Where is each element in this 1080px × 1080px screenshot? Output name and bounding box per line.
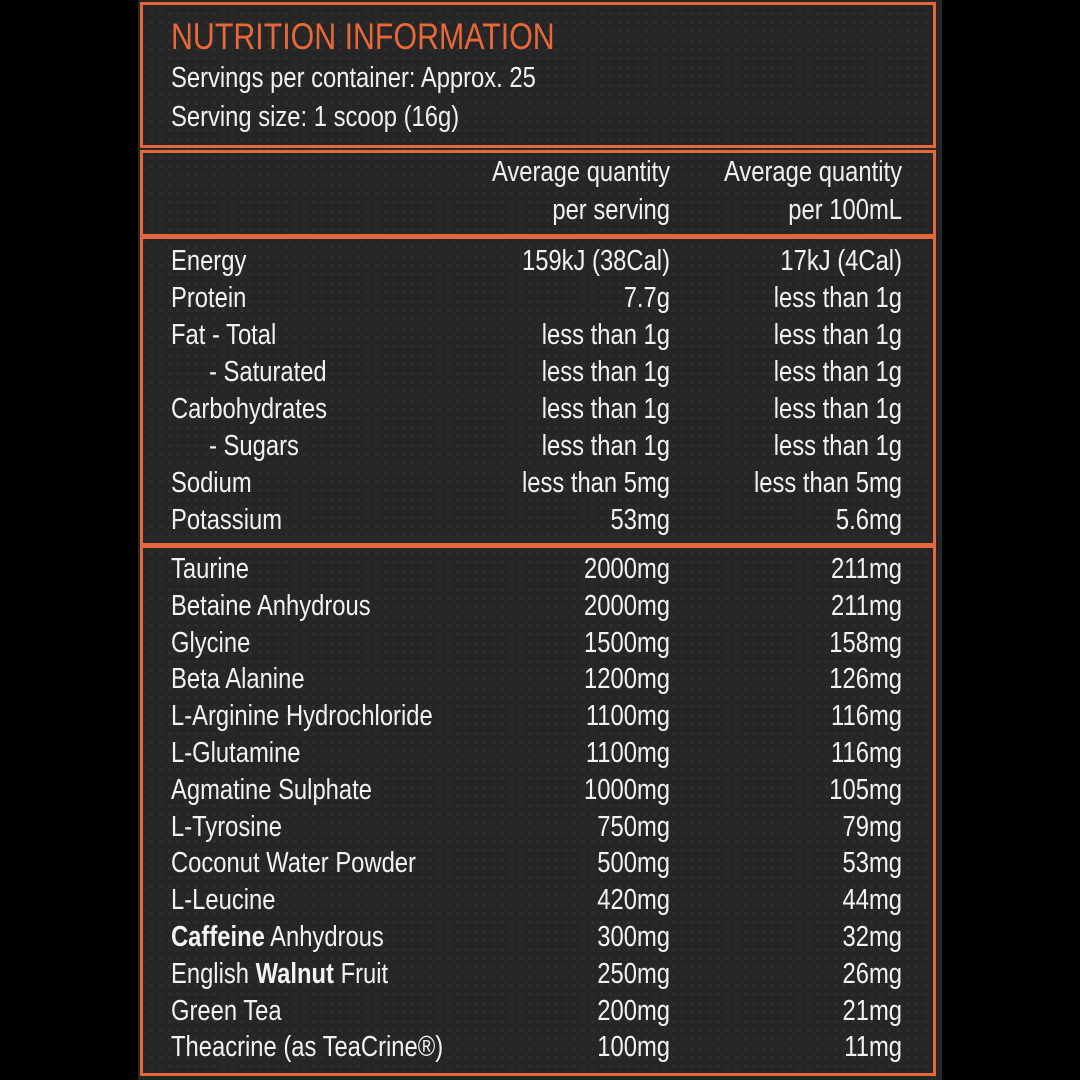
servings-per-container: Servings per container: Approx. 25 [171, 62, 536, 94]
per-100ml-value: 116mg [831, 700, 902, 733]
nutrient-name: Energy [171, 245, 247, 277]
table-row [0, 391, 1080, 428]
per-100ml-value: 21mg [842, 994, 902, 1027]
nutrient-name: Protein [171, 282, 247, 314]
nutrient-name-pre: English [171, 957, 256, 990]
per-serving-value: 1500mg [584, 626, 670, 659]
per-serving-value: 1100mg [585, 700, 670, 733]
per-serving-value: 53mg [610, 504, 670, 536]
per-100ml-value: less than 1g [773, 393, 902, 425]
per-100ml-value: 53mg [842, 847, 902, 880]
nutrient-name: Beta Alanine [171, 663, 305, 696]
per-100ml-value: 32mg [842, 921, 902, 953]
table-row [0, 882, 1080, 919]
nutrient-name [171, 956, 388, 993]
table-row [0, 317, 1080, 354]
per-100ml-value: 211mg [831, 553, 902, 585]
nutrient-name: Coconut Water Powder [171, 847, 416, 880]
per-serving-value: 100mg [597, 1031, 670, 1064]
col-per-100ml-line1: Average quantity [723, 156, 902, 188]
table-row [0, 735, 1080, 772]
nutrient-name: L-Arginine Hydrochloride [171, 700, 433, 733]
col-per-serving-line2: per serving [552, 194, 670, 226]
per-100ml-value: less than 1g [773, 430, 902, 462]
table-row [0, 551, 1080, 588]
table-row [0, 772, 1080, 809]
nutrient-name: Theacrine (as TeaCrine®) [171, 1031, 444, 1064]
table-row [0, 625, 1080, 662]
per-100ml-value: 5.6mg [835, 504, 902, 536]
per-100ml-value: less than 1g [773, 282, 902, 314]
nutrient-name: Glycine [171, 626, 251, 659]
per-serving-value: 159kJ (38Cal) [521, 245, 670, 277]
per-100ml-value: 17kJ (4Cal) [780, 245, 902, 277]
nutrient-name: Agmatine Sulphate [171, 773, 372, 806]
table-row [0, 661, 1080, 698]
per-100ml-value: 126mg [829, 663, 902, 696]
nutrient-name-bold: Caffeine [171, 921, 265, 953]
per-serving-value: 250mg [597, 957, 670, 990]
per-100ml-value: 211mg [831, 589, 902, 622]
nutrient-name-rest: Fruit [333, 957, 389, 990]
per-serving-value: 7.7g [623, 282, 670, 314]
per-serving-value: less than 1g [541, 319, 670, 351]
per-100ml-value: less than 1g [773, 319, 902, 351]
table-row [0, 465, 1080, 502]
table-row [0, 280, 1080, 317]
per-serving-value: less than 1g [541, 356, 670, 388]
per-serving-value: 1000mg [584, 773, 670, 806]
table-row [0, 588, 1080, 625]
per-serving-value: less than 1g [541, 393, 670, 425]
per-serving-value: 1200mg [584, 663, 670, 696]
nutrient-name: L-Leucine [171, 884, 276, 917]
nutrient-name: Potassium [171, 504, 283, 536]
nutrient-name [171, 919, 384, 956]
table-row [0, 428, 1080, 465]
nutrient-name: Sodium [171, 467, 252, 499]
per-100ml-value: 44mg [842, 884, 902, 917]
per-serving-value: 1100mg [585, 737, 670, 769]
col-per-serving-line1: Average quantity [491, 156, 670, 188]
nutrient-name: Carbohydrates [171, 393, 327, 425]
nutrient-name: Green Tea [171, 994, 282, 1027]
per-serving-value: 2000mg [584, 589, 670, 622]
nutrient-name: - Saturated [209, 356, 327, 388]
nutrient-name: L-Tyrosine [171, 810, 283, 843]
table-row [0, 1029, 1080, 1066]
nutrient-name: - Sugars [209, 430, 299, 462]
per-100ml-value: 11mg [844, 1031, 902, 1064]
per-serving-value: less than 1g [541, 430, 670, 462]
per-100ml-value: 158mg [829, 626, 902, 659]
table-row [0, 243, 1080, 280]
per-serving-value: 500mg [597, 847, 670, 880]
table-row [0, 845, 1080, 882]
nutrient-name-rest: Anhydrous [264, 921, 384, 953]
table-row [0, 993, 1080, 1030]
per-100ml-value: 116mg [831, 737, 902, 769]
serving-size: Serving size: 1 scoop (16g) [171, 101, 460, 133]
per-100ml-value: 26mg [842, 957, 902, 990]
table-row [0, 698, 1080, 735]
per-serving-value: 2000mg [584, 553, 670, 585]
table-row [0, 956, 1080, 993]
per-100ml-value: 105mg [829, 773, 902, 806]
table-row [0, 919, 1080, 956]
per-serving-value: 420mg [597, 884, 670, 917]
per-serving-value: less than 5mg [521, 467, 670, 499]
per-serving-value: 750mg [597, 810, 670, 843]
panel-title: NUTRITION INFORMATION [171, 16, 555, 57]
per-serving-value: 300mg [597, 921, 670, 953]
per-100ml-value: less than 5mg [753, 467, 902, 499]
table-row [0, 502, 1080, 539]
nutrient-name: L-Glutamine [171, 737, 301, 769]
nutrient-name-bold: Walnut [255, 957, 334, 990]
nutrient-name: Betaine Anhydrous [171, 589, 371, 622]
table-row [0, 809, 1080, 846]
per-serving-value: 200mg [597, 994, 670, 1027]
per-100ml-value: less than 1g [773, 356, 902, 388]
per-100ml-value: 79mg [842, 810, 902, 843]
nutrient-name: Taurine [171, 553, 250, 585]
nutrient-name: Fat - Total [171, 319, 277, 351]
table-row [0, 354, 1080, 391]
col-per-100ml-line2: per 100mL [788, 194, 902, 226]
